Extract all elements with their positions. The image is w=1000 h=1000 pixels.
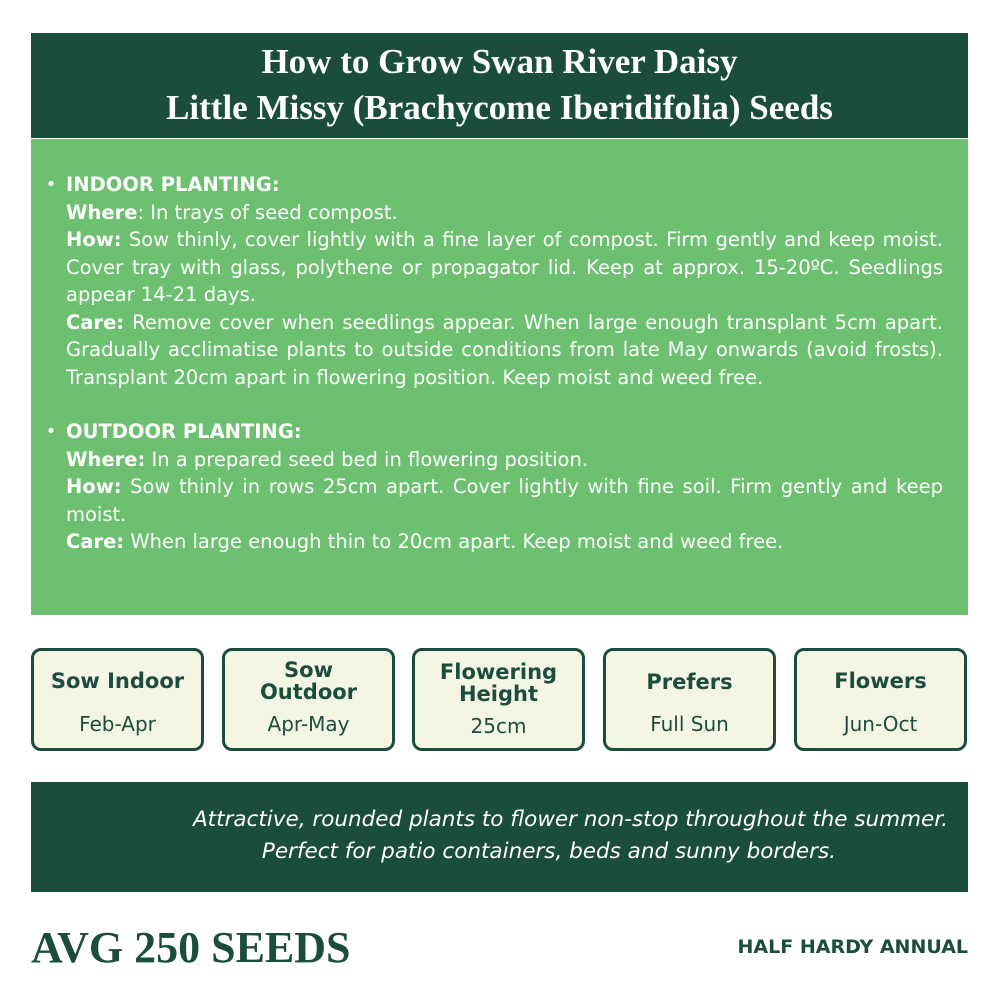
sow-indoor-card — [31, 648, 204, 751]
indoor-care — [66, 309, 943, 392]
outdoor-care-label: Care: — [66, 530, 125, 553]
indoor-planting-title: INDOOR PLANTING: — [66, 173, 280, 196]
indoor-how-text: Sow thinly, cover lightly with a fine layer of compost. Firm gently and keep moist. Cover tray with glass, polythene or propagator lid. Keep at approx. 15-20ºC. Seedlings appear 14-21 days. — [66, 228, 943, 306]
outdoor-how — [66, 473, 943, 528]
card-title-line-2: Outdoor — [259, 680, 358, 704]
card-value: Jun-Oct — [843, 712, 918, 736]
outdoor-planting-section — [45, 418, 943, 556]
indoor-planting-section — [45, 171, 943, 391]
outdoor-care-text: When large enough thin to 20cm apart. Keep moist and weed free. — [124, 530, 784, 553]
card-title-line-1: Sow — [284, 658, 333, 682]
indoor-where-label: Where — [66, 200, 138, 224]
indoor-how-label: How: — [66, 228, 122, 251]
sow-outdoor-card — [222, 648, 395, 751]
card-value: Apr-May — [267, 712, 350, 736]
card-title-line-1: Flowering — [439, 660, 558, 684]
planting-instructions — [31, 139, 968, 615]
indoor-how — [66, 226, 943, 309]
description-line-1: Attractive, rounded plants to flower non-stop throughout the summer. — [192, 807, 948, 832]
card-title — [415, 661, 582, 705]
indoor-where — [66, 199, 943, 227]
flowering-height-card — [412, 648, 585, 751]
card-title — [225, 659, 392, 703]
seed-count: AVG 250 SEEDS — [31, 923, 351, 972]
card-title-line-2: Height — [458, 682, 539, 706]
plant-type: HALF HARDY ANNUAL — [737, 936, 968, 958]
card-title — [34, 670, 201, 692]
prefers-card — [603, 648, 776, 751]
title-line-2: Little Missy (Brachycome Iberidifolia) Seeds — [166, 88, 833, 127]
growing-info-cards — [31, 648, 968, 751]
description-banner — [31, 782, 968, 892]
outdoor-where-text: In a prepared seed bed in flowering position. — [145, 447, 588, 471]
indoor-where-text: : In trays of seed compost. — [137, 200, 398, 224]
card-title — [606, 671, 773, 693]
card-title — [797, 670, 964, 692]
flowers-card — [794, 648, 967, 751]
outdoor-how-text: Sow thinly in rows 25cm apart. Cover lightly with fine soil. Firm gently and keep moist. — [66, 475, 943, 526]
title-banner — [31, 33, 968, 138]
outdoor-where — [66, 446, 943, 474]
bullet-icon: • — [45, 174, 57, 195]
bullet-icon: • — [45, 421, 57, 442]
outdoor-planting-title: OUTDOOR PLANTING: — [66, 420, 302, 443]
card-title-line-1: Flowers — [834, 669, 927, 693]
description-line-2: Perfect for patio containers, beds and sunny borders. — [261, 839, 836, 864]
outdoor-where-label: Where: — [66, 447, 146, 471]
title-line-1: How to Grow Swan River Daisy — [261, 42, 738, 81]
card-value: 25cm — [470, 714, 527, 738]
card-title-line-1: Sow Indoor — [50, 669, 185, 693]
card-value: Feb-Apr — [79, 712, 156, 736]
outdoor-care — [66, 528, 943, 556]
indoor-care-label: Care: — [66, 310, 125, 334]
card-value: Full Sun — [650, 712, 729, 736]
indoor-care-text: Remove cover when seedlings appear. When large enough transplant 5cm apart. Gradually acclimatise plants to outside conditions from late May onwards (avoid frosts). Transplant 20cm apart in flowering position. Keep moist and weed free. — [66, 310, 943, 389]
outdoor-how-label: How: — [66, 475, 122, 498]
card-title-line-1: Prefers — [646, 670, 733, 694]
